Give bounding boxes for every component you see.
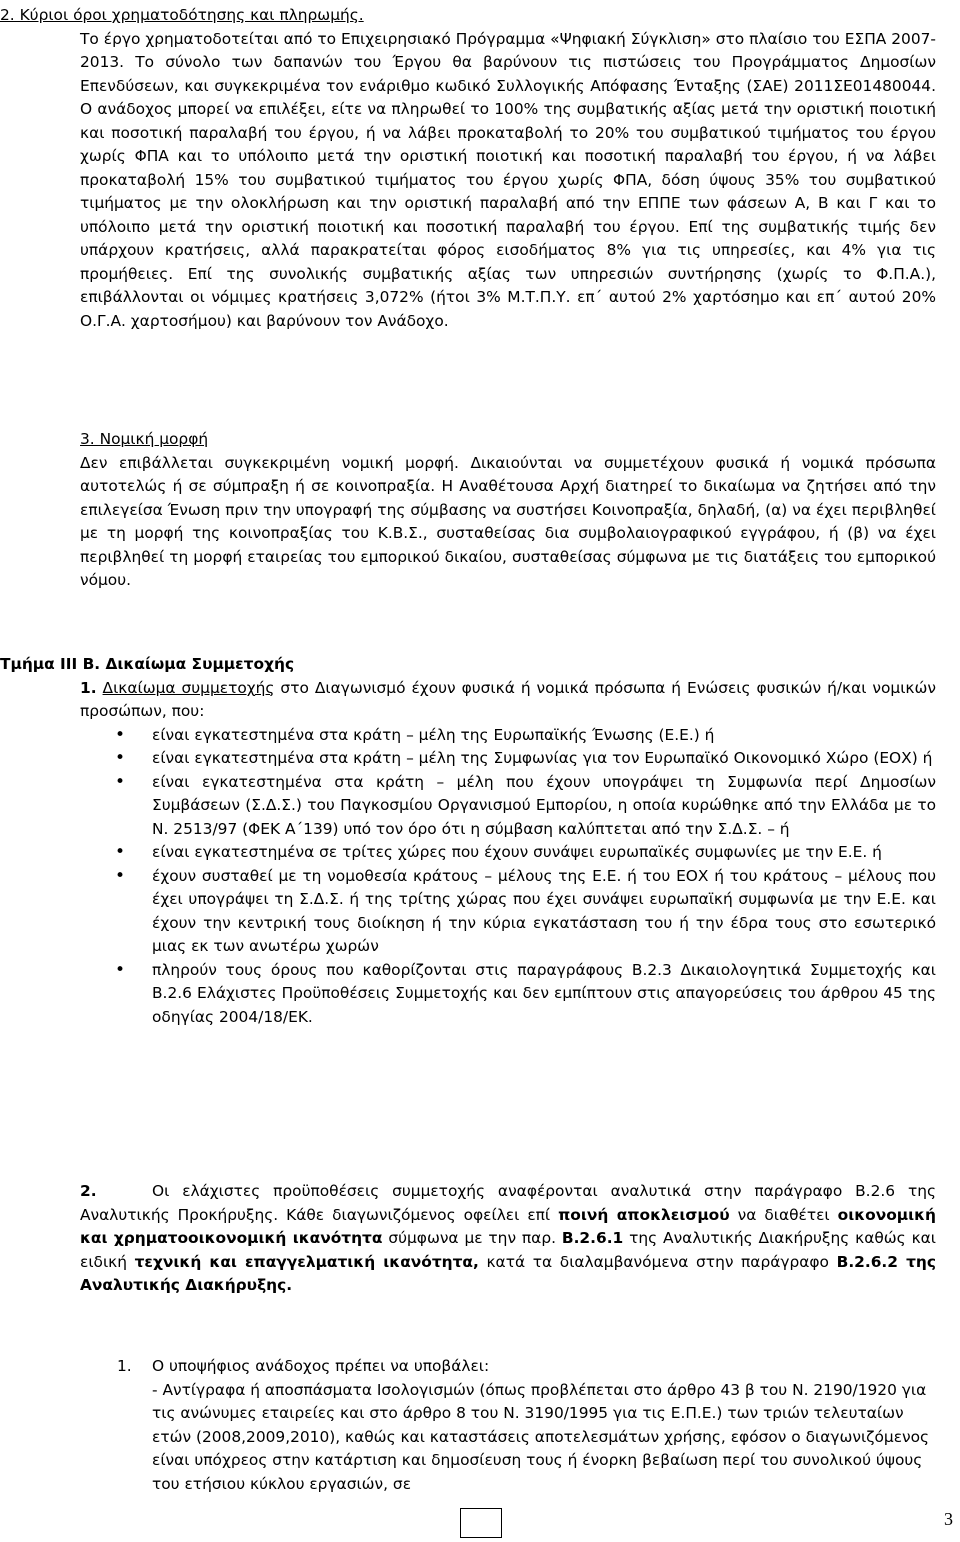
list-item: • έχουν συσταθεί με τη νομοθεσία κράτους – μέλους της Ε.Ε. ή του ΕΟΧ ή του κράτους – μέλους που έχει υπογράψει τη Σ.Δ.Σ. ή της τρίτης χώρας που έχει συνάψει ευρωπαϊκή συμφωνία με την Ε.Ε. και έχουν την κεντρική τους διοίκηση ή την κύρια εγκατάσταση του ή την έδρα τους στο εσωτερικό μιας εκ των ανωτέρω χωρών: [112, 865, 936, 959]
section-legal-form: [80, 428, 936, 593]
bold-text: Β.2.6.2 της Αναλυτικής Διακήρυξης.: [80, 1252, 936, 1294]
participation-intro: [0, 677, 936, 724]
item-number: 1.: [117, 1357, 132, 1375]
bold-text: οικονομική και χρηματοοικονομική ικανότητα: [80, 1205, 936, 1247]
section-participation-rights: [0, 653, 936, 1029]
text-run: να διαθέτει: [729, 1205, 838, 1224]
item-number: 1.: [80, 678, 97, 697]
text-run: της Αναλυτικής Διακήρυξης καθώς και ειδική: [80, 1229, 937, 1271]
page-number: 3: [944, 1509, 953, 1529]
eligibility-list: [112, 724, 936, 1030]
blank-box: [460, 1508, 502, 1538]
list-item: • είναι εγκατεστημένα στα κράτη – μέλη που έχουν υπογράψει τη Συμφωνία περί Δημοσίων Συμβάσεων (Σ.Δ.Σ.) του Παγκοσμίου Οργανισμού Εμπορίου, η οποία κυρώθηκε από την Ελλάδα με το Ν. 2513/97 (ΦΕΚ Α΄139) υπό τον όρο ότι η σύμβαση καλύπτεται από την Σ.Δ.Σ. – ή: [112, 771, 936, 842]
list-item: • είναι εγκατεστημένα στα κράτη – μέλη της Ευρωπαϊκής Ένωσης (Ε.Ε.) ή: [112, 724, 936, 748]
bold-text: ποινή αποκλεισμού: [558, 1205, 730, 1224]
section-heading: 2. Κύριοι όροι χρηματοδότησης και πληρωμής.: [0, 6, 364, 24]
list-item: • είναι εγκατεστημένα σε τρίτες χώρες που έχουν συνάψει ευρωπαϊκές συμφωνίες με την Ε.Ε. ή: [112, 841, 936, 865]
candidate-submission: [117, 1355, 936, 1496]
text-run: κατά τα διαλαμβανόμενα στην παράγραφο: [478, 1252, 837, 1271]
list-item: • είναι εγκατεστημένα στα κράτη – μέλη της Συμφωνίας για τον Ευρωπαϊκό Οικονομικό Χώρο (ΕΟΧ) ή: [112, 747, 936, 771]
text-run: σύμφωνα με την παρ.: [382, 1229, 562, 1247]
section-body: Το έργο χρηματοδοτείται από το Επιχειρησιακό Πρόγραμμα «Ψηφιακή Σύγκλιση» στο πλαίσιο του ΕΣΠΑ 2007-2013. Το σύνολο των δαπανών του Έργου θα βαρύνουν τις πιστώσεις του Προγράμματος Δημοσίων Επενδύσεων, και συγκεκριμένα τον ενάριθμο κωδικό Συλλογικής Απόφασης Ένταξης (ΣΑΕ) 2011ΣΕ01480044. Ο ανάδοχος μπορεί να επιλέξει, είτε να πληρωθεί το 100% της συμβατικής αξίας μετά την οριστική ποιοτική και ποσοτική παραλαβή του έργου, ή να λάβει προκαταβολή το 20% του συμβατικού τιμήματος του έργου χωρίς ΦΠΑ και το υπόλοιπο μετά την οριστική ποιοτική και ποσοτική παραλαβή του έργου, ή να λάβει προκαταβολή 15% του συμβατικού τιμήματος του έργου χωρίς ΦΠΑ, δόση ύψους 35% του συμβατικού τιμήματος με την ολοκλήρωση και την οριστική παραλαβή από την ΕΠΠΕ των φάσεων Α, Β και Γ και το υπόλοιπο μετά την οριστική ποιοτική και ποσοτική παραλαβή του έργου. Επί της συμβατικής τιμής δεν υπάρχουν κρατήσεις, αλλά παρακρατείται φόρος εισοδήματος 8% για τις υπηρεσίες, και 4% για τις προμήθειες. Επί της συνολικής συμβατικής αξίας των υπηρεσιών συντήρησης (χωρίς το Φ.Π.Α.), επιβάλλονται οι νόμιμες κρατήσεις 3,072% (ήτοι 3% Μ.Τ.Π.Υ. επ΄ αυτού 2% χαρτόσημο και επ΄ αυτού 20% Ο.Γ.Α. χαρτοσήμου) και βαρύνουν τον Ανάδοχο.: [80, 29, 936, 330]
section-payment-terms: [0, 4, 936, 333]
participation-intro-text: στο Διαγωνισμό έχουν φυσικά ή νομικά πρόσωπα ή Ενώσεις φυσικών ή/και νομικών προσώπων, που:: [80, 678, 936, 720]
item-number: 2.: [80, 1182, 97, 1200]
submission-intro: [117, 1355, 936, 1379]
section-body: Δεν επιβάλλεται συγκεκριμένη νομική μορφή. Δικαιούνται να συμμετέχουν φυσικά ή νομικά πρόσωπα αυτοτελώς ή σε σύμπραξη ή σε κοινοπραξία. Η Αναθέτουσα Αρχή διατηρεί το δικαίωμα να ζητήσει από την επιλεγείσα Ένωση πριν την υπογραφή της σύμβασης να συστήσει Κοινοπραξία, δηλαδή, (α) να έχει περιβληθεί με τη μορφή της κοινοπραξίας του Κ.Β.Σ., συσταθείσας δια συμβολαιογραφικού εγγράφου, ή (β) να έχει περιβληθεί τη μορφή εταιρείας του εμπορικού δικαίου, συσταθείσας σύμφωνα με τις διατάξεις του εμπορικού νόμου.: [80, 453, 936, 589]
submission-intro-text: Ο υποψήφιος ανάδοχος πρέπει να υποβάλει:: [152, 1357, 490, 1375]
bold-text: Β.2.6.1: [561, 1229, 624, 1247]
minimum-requirements-paragraph: [80, 1180, 936, 1298]
section-heading: 3. Νομική μορφή: [80, 430, 209, 448]
participation-link[interactable]: Δικαίωμα συμμετοχής: [102, 678, 275, 697]
list-item: • πληρούν τους όρους που καθορίζονται στις παραγράφους Β.2.3 Δικαιολογητικά Συμμετοχής και Β.2.6 Ελάχιστες Προϋποθέσεις Συμμετοχής και δεν εμπίπτουν στις απαγορεύσεις του άρθρου 45 της οδηγίας 2004/18/ΕΚ.: [112, 959, 936, 1030]
submission-body: - Αντίγραφα ή αποσπάσματα Ισολογισμών (όπως προβλέπεται στο άρθρο 43 β του Ν. 2190/1920 για τις ανώνυμες εταιρείες και στο άρθρο 8 του Ν. 3190/1995 για τις Ε.Π.Ε.) των τριών τελευταίων ετών (2008,2009,2010), καθώς και καταστάσεις αποτελεσμάτων χρήσης, εφόσον ο διαγωνιζόμενος είναι υπόχρεος στην κατάρτιση και δημοσίευση τους ή ένορκη βεβαίωση περί του συνολικού ύψους του ετήσιου κύκλου εργασιών, σε: [152, 1380, 930, 1493]
bold-text: τεχνική και επαγγελματική ικανότητα,: [134, 1252, 479, 1271]
text-run: Οι ελάχιστες προϋποθέσεις συμμετοχής αναφέρονται αναλυτικά στην παράγραφο Β.2.6 της Αναλυτικής Προκήρυξης. Κάθε διαγωνιζόμενος οφείλει επί: [80, 1182, 936, 1224]
section-title: Τμήμα ΙΙΙ Β. Δικαίωμα Συμμετοχής: [0, 655, 295, 673]
